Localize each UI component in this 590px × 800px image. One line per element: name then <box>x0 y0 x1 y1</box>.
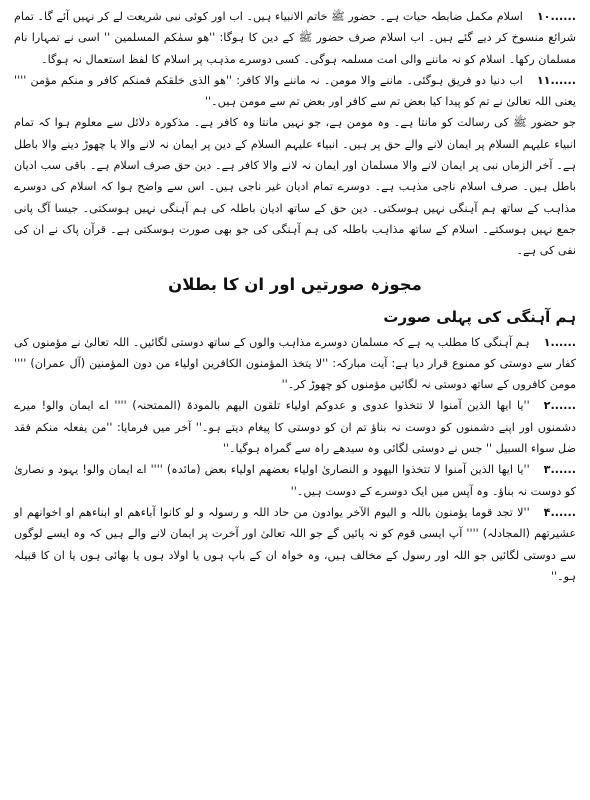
paragraph-text: اسلام مکمل ضابطہ حیات ہے۔ حضور ﷺ خاتم الانبیاء ہیں۔ اب اور کوئی نبی شریعت لے کر نہیں آئے گا۔ تمام شرائع منسوخ کر دیے گئے ہیں۔ اب اسلام صرف حضور ﷺ کے دین کا ہوگا: ''ھو سمٰکم المسلمین '' اسی نے تمہارا نام مسلمان رکھا۔ اسلام کو نہ ماننے والی امت مسلمہ ہوگی۔ کسی دوسرے مذہب پر اسلام کا لفظ استعمال نہ ہوگا۔ <box>14 10 576 66</box>
paragraph-number: ۳...... <box>543 463 576 477</box>
paragraph-10 <box>14 6 576 70</box>
paragraph-3 <box>14 459 576 502</box>
paragraph-text: ''یا ایھا الذین آمنوا لا تتخذوا عدوی و عدوکم اولیاء تلقون الیھم بالمودۃ (الممتحنہ) '''' اے ایمان والو! میرے دشمنوں اور اپنے دشمنوں کو دوست نہ بناؤ تم ان کو دوستی کا پیغام دیتے ہو۔'' آخر میں فرمایا: ''من یفعلہ منکم فقد ضل سواء السبیل '' جس نے دوستی لگائی وہ سیدھے راہ سے گمراہ ہوگیا۔'' <box>14 399 576 456</box>
section-heading: مجوزہ صورتیں اور ان کا بطلان <box>168 274 422 294</box>
paragraph-11 <box>14 70 576 113</box>
paragraph-2 <box>14 395 576 459</box>
document-page <box>14 6 576 796</box>
subsection-heading: ہم آہنگی کی پہلی صورت <box>383 307 576 326</box>
paragraph-body <box>14 112 576 261</box>
paragraph-text: جو حضور ﷺ کی رسالت کو مانتا ہے۔ وہ مومن ہے، جو نہیں مانتا وہ کافر ہے۔ مذکورہ دلائل سے معلوم ہوا کہ تمام انبیاء علیہم السلام پر ایمان لانے والے حق پر ہیں۔ انبیاء علیہم السلام کے دین پر ایمان نہ لانے والا یا چھوڑ دینے والا باطل ہے۔ آخر الزماں نبی پر ایمان لانے والا مسلمان اور ایمان نہ لانے والا کافر ہے۔ دین حق صرف اسلام ہے۔ باقی سب ادیان باطل ہیں۔ صرف اسلام ناجی مذہب ہے۔ دوسرے تمام ادیان غیر ناجی ہیں۔ اس سے واضح ہوا کہ اسلام کی دوسرے مذاہب کے ساتھ ہم آہنگی نہیں ہوسکتی۔ دین حق کے ساتھ ادیان باطلہ کی ہم آہنگی نہیں ہوسکتی۔ جیسا آگ پانی جمع نہیں ہوسکتے۔ اسلام کے ساتھ مذاہب باطلہ کی ہم آہنگی کی جو بھی صورت ہوسکتی ہے۔ قرآن پاک نے ان کی نفی کی ہے۔ <box>14 116 576 258</box>
paragraph-number: ۱...... <box>543 335 576 349</box>
paragraph-text: ''یا ایھا الذین آمنوا لا تتخذوا الیھود و النصاریٰ اولیاء بعضھم اولیاء بعض (مائدہ) '''' اے ایمان والو! یہود و نصاریٰ کو دوست نہ بناؤ۔ وہ آپس میں ایک دوسرے کے دوست ہیں۔'' <box>14 463 576 498</box>
paragraph-number: ۴...... <box>543 505 576 519</box>
paragraph-text: اب دنیا دو فریق ہوگئی۔ ماننے والا مومن۔ نہ ماننے والا کافر: ''ھو الذی خلقکم فمنکم کافر و منکم مؤمن '''' یعنی اللہ تعالیٰ نے تم کو پیدا کیا بعض تم سے کافر اور بعض تم سے مومن ہیں۔'' <box>14 73 576 109</box>
paragraph-number: ۱۱...... <box>536 73 576 87</box>
paragraph-text: ''لا تجد قوما یؤمنون باللہ و الیوم الآخر یوادون من حاد اللہ و رسولہ و لو کانوا آباءھم او ابناءھم او اخوانھم او عشیرتھم (المجادلہ) '''' آپ ایسی قوم کو نہ پائیں گے جو اللہ تعالیٰ اور آخرت پر ایمان لانے والے ہیں کہ وہ ایسے لوگوں سے دوستی لگائیں جو اللہ اور رسول کے مخالف ہیں، وہ خواہ ان کے باپ ہوں یا اولاد ہوں یا بھائی ہوں یا ان کا قبیلہ ہو۔'' <box>14 505 576 583</box>
paragraph-text: ہم آہنگی کا مطلب یہ ہے کہ مسلمان دوسرے مذاہب والوں کے ساتھ دوستی لگائیں۔ اللہ تعالیٰ نے مؤمنوں کی کفار سے دوستی کو ممنوع قرار دیا ہے: آیت مبارکہ: ''لا یتخذ المؤمنون الکافرین اولیاء من دون المؤمنین (آل عمران) '''' مومن کافروں کے ساتھ دوستی نہ لگائیں مؤمنوں کو چھوڑ کر۔'' <box>14 335 576 392</box>
paragraph-number: ۱۰...... <box>536 10 576 23</box>
paragraph-1 <box>14 332 576 396</box>
paragraph-number: ۲...... <box>543 399 576 413</box>
paragraph-4 <box>14 502 576 587</box>
